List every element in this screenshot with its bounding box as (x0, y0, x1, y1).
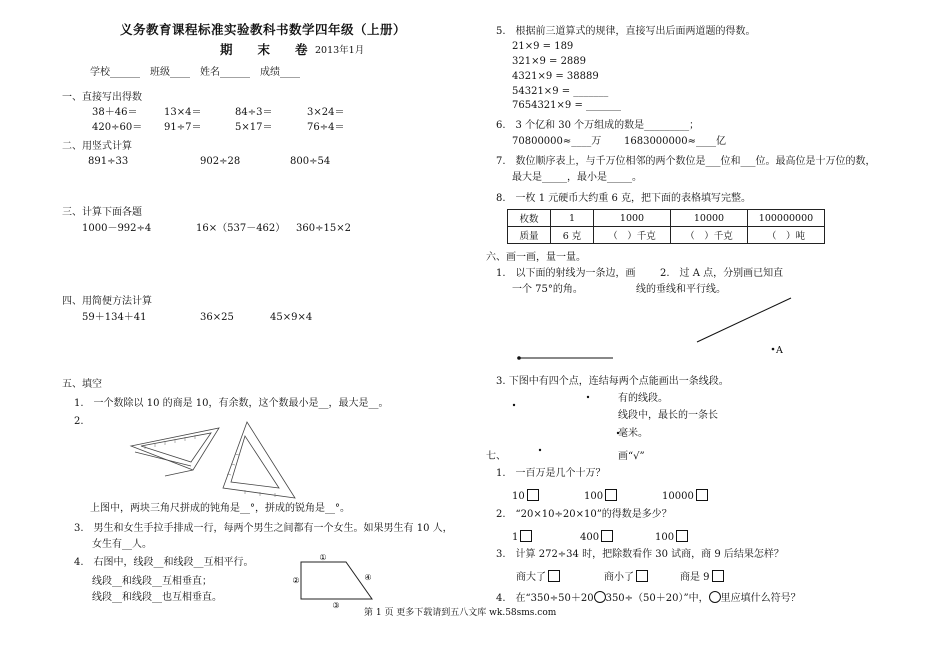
section-7-heading-tail: 画“√” (618, 451, 645, 462)
option-label: 400 (580, 532, 600, 543)
checkbox[interactable] (520, 530, 532, 542)
compute-1: 1000－992÷4 (82, 223, 152, 234)
q4-part-a: 4. 在“350÷50＋20 (496, 593, 594, 604)
draw-question-3-line4: 毫米。 (618, 428, 648, 439)
q6-line-2b: 1683000000≈____亿 (624, 136, 727, 147)
mental-calc-8: 76÷4＝ (307, 122, 345, 133)
point-a-label: A (776, 345, 783, 356)
choice-2-option-1[interactable] (512, 530, 532, 543)
table-cell: 6 克 (551, 227, 594, 244)
answer-circle[interactable] (594, 591, 606, 603)
q5-line-5: 7654321×9 = _______ (512, 100, 622, 111)
choice-3-option-too-big[interactable] (516, 570, 560, 583)
mental-calc-4: 3×24＝ (307, 107, 345, 118)
checkbox[interactable] (712, 570, 724, 582)
q4-part-b: 350÷（50＋20）”中， (605, 593, 709, 604)
exam-date: 2013年1月 (315, 45, 365, 56)
simplify-3: 45×9×4 (270, 312, 313, 323)
section-7-heading: 七、 (486, 451, 506, 462)
q7-line-2: 最大是_____，最小是_____。 (512, 172, 642, 183)
draw-question-3-line3: 线段中，最长的一条长 (618, 410, 718, 421)
choice-1-option-100[interactable] (584, 489, 617, 502)
choice-1-option-10[interactable] (512, 489, 539, 502)
choice-2-option-400[interactable] (580, 530, 613, 543)
coin-mass-table (507, 209, 825, 244)
table-cell: （ ）千克 (671, 227, 748, 244)
mental-calc-6: 91÷7＝ (164, 122, 202, 133)
checkbox[interactable] (601, 530, 613, 542)
checkbox[interactable] (527, 489, 539, 501)
option-label: 1 (512, 532, 519, 543)
q5-line-2: 321×9 = 2889 (512, 56, 587, 67)
choice-3-option-too-small[interactable] (604, 570, 648, 583)
q5-line-3: 4321×9 = 38889 (512, 71, 599, 82)
section-1-heading: 一、直接写出得数 (62, 92, 142, 103)
q5-line-4: 54321×9 = _______ (512, 86, 609, 97)
option-label: 商大了 (516, 572, 546, 583)
trapezoid-figure (288, 552, 388, 610)
draw-question-1-line1: 1. 以下面的射线为一条边，画 (496, 268, 636, 279)
student-info-line: 学校______ 班级____ 姓名______ 成绩____ (90, 67, 300, 78)
section-3-heading: 三、计算下面各题 (62, 207, 142, 218)
checkbox[interactable] (636, 570, 648, 582)
mental-calc-2: 13×4＝ (164, 107, 202, 118)
fill-question-1: 1. 一个数除以 10 的商是 10，有余数，这个数最小是__，最大是__。 (74, 398, 389, 409)
q5-intro: 5. 根据前三道算式的规律，直接写出后面两道题的得数。 (496, 26, 756, 37)
vertical-calc-2: 902÷28 (200, 156, 241, 167)
q5-line-1: 21×9 = 189 (512, 41, 574, 52)
vertical-calc-1: 891÷33 (88, 156, 129, 167)
mental-calc-1: 38＋46＝ (92, 107, 138, 118)
four-points-figure (508, 394, 628, 456)
compute-2: 16×（537－462） (196, 223, 286, 234)
fill-question-4-line2: 线段__和线段__互相垂直； (92, 576, 212, 587)
table-cell: 质量 (508, 227, 551, 244)
mental-calc-3: 84÷3＝ (235, 107, 273, 118)
q4-part-c: 里应填什么符号？ (720, 593, 801, 604)
checkbox[interactable] (548, 570, 560, 582)
table-row (508, 210, 825, 227)
table-cell: 10000 (671, 210, 748, 227)
q7-line-1: 7. 数位顺序表上，与千万位相邻的两个数位是___位和___位。最高位是十万位的数， (496, 156, 876, 167)
choice-3-option-is-9[interactable] (680, 570, 724, 583)
table-cell: （ ）吨 (748, 227, 825, 244)
checkbox[interactable] (676, 530, 688, 542)
option-label: 100 (584, 491, 604, 502)
option-label: 10 (512, 491, 525, 502)
side-label-4: ④ (364, 573, 372, 582)
choice-question-3: 3. 计算 272÷34 时，把除数看作 30 试商，商 9 后结果怎样？ (496, 549, 784, 560)
option-label: 100 (655, 532, 675, 543)
table-cell: 100000000 (748, 210, 825, 227)
option-label: 商小了 (604, 572, 634, 583)
table-cell: 枚数 (508, 210, 551, 227)
given-line-figure (695, 296, 795, 344)
table-cell: 1000 (594, 210, 671, 227)
choice-1-option-10000[interactable] (662, 489, 708, 502)
document-title: 义务教育课程标准实验教科书数学四年级（上册） (120, 22, 407, 37)
section-4-heading: 四、用简便方法计算 (62, 296, 152, 307)
fill-question-4-line3: 线段__和线段__也互相垂直。 (92, 592, 222, 603)
side-label-3: ③ (332, 601, 340, 610)
ray-figure (515, 352, 615, 364)
draw-question-2-line1: 2. 过 A 点，分别画已知直 (660, 268, 784, 279)
table-cell: （ ）千克 (594, 227, 671, 244)
draw-question-1-line2: 一个 75°的角。 (512, 284, 583, 295)
option-label: 商是 9 (680, 572, 710, 583)
side-label-2: ② (292, 576, 300, 585)
triangle-rulers-figure (125, 418, 305, 500)
vertical-calc-3: 800÷54 (290, 156, 331, 167)
choice-question-4 (496, 591, 801, 604)
choice-question-1: 1. 一百万是几个十万？ (496, 468, 606, 479)
draw-question-3-line1: 3. 下图中有四个点，连结每两个点能画出一条线段。 (496, 376, 729, 387)
fill-question-3-line2: 女生有__人。 (92, 539, 152, 550)
q6-line-2a: 70800000≈____万 (512, 136, 602, 147)
section-6-heading: 六、画一画，量一量。 (486, 252, 586, 263)
page-footer: 第 1 页 更多下载请到五八文库 wk.58sms.com (364, 608, 557, 618)
table-row (508, 227, 825, 244)
simplify-1: 59＋134＋41 (82, 312, 147, 323)
choice-question-2: 2. “20×10÷20×10”的得数是多少？ (496, 509, 672, 520)
choice-2-option-100[interactable] (655, 530, 688, 543)
section-5-heading: 五、填空 (62, 379, 102, 390)
fill-question-3-line1: 3. 男生和女生手拉手排成一行，每两个男生之间都有一个女生。如果男生有 10 人， (74, 523, 453, 534)
answer-circle[interactable] (709, 591, 721, 603)
option-label: 10000 (662, 491, 694, 502)
draw-question-3-line2: 有的线段。 (618, 393, 668, 404)
section-2-heading: 二、用竖式计算 (62, 141, 132, 152)
table-cell: 1 (551, 210, 594, 227)
simplify-2: 36×25 (200, 312, 234, 323)
q8-intro: 8. 一枚 1 元硬币大约重 6 克，把下面的表格填写完整。 (496, 193, 751, 204)
checkbox[interactable] (605, 489, 617, 501)
fill-question-4-line1: 4. 右图中，线段__和线段__互相平行。 (74, 557, 254, 568)
fill-question-2-text: 上图中，两块三角尺拼成的钝角是__°，拼成的锐角是__°。 (90, 503, 350, 514)
compute-3: 360÷15×2 (296, 223, 351, 234)
q6-line-1: 6. 3 个亿和 30 个万组成的数是_________； (496, 120, 700, 131)
draw-question-2-line2: 线的垂线和平行线。 (636, 284, 726, 295)
mental-calc-7: 5×17＝ (235, 122, 273, 133)
checkbox[interactable] (696, 489, 708, 501)
side-label-1: ① (319, 553, 327, 562)
mental-calc-5: 420÷60＝ (92, 122, 143, 133)
exam-subtitle: 期 末 卷 (220, 42, 308, 57)
fill-question-2-number: 2. (74, 416, 84, 427)
